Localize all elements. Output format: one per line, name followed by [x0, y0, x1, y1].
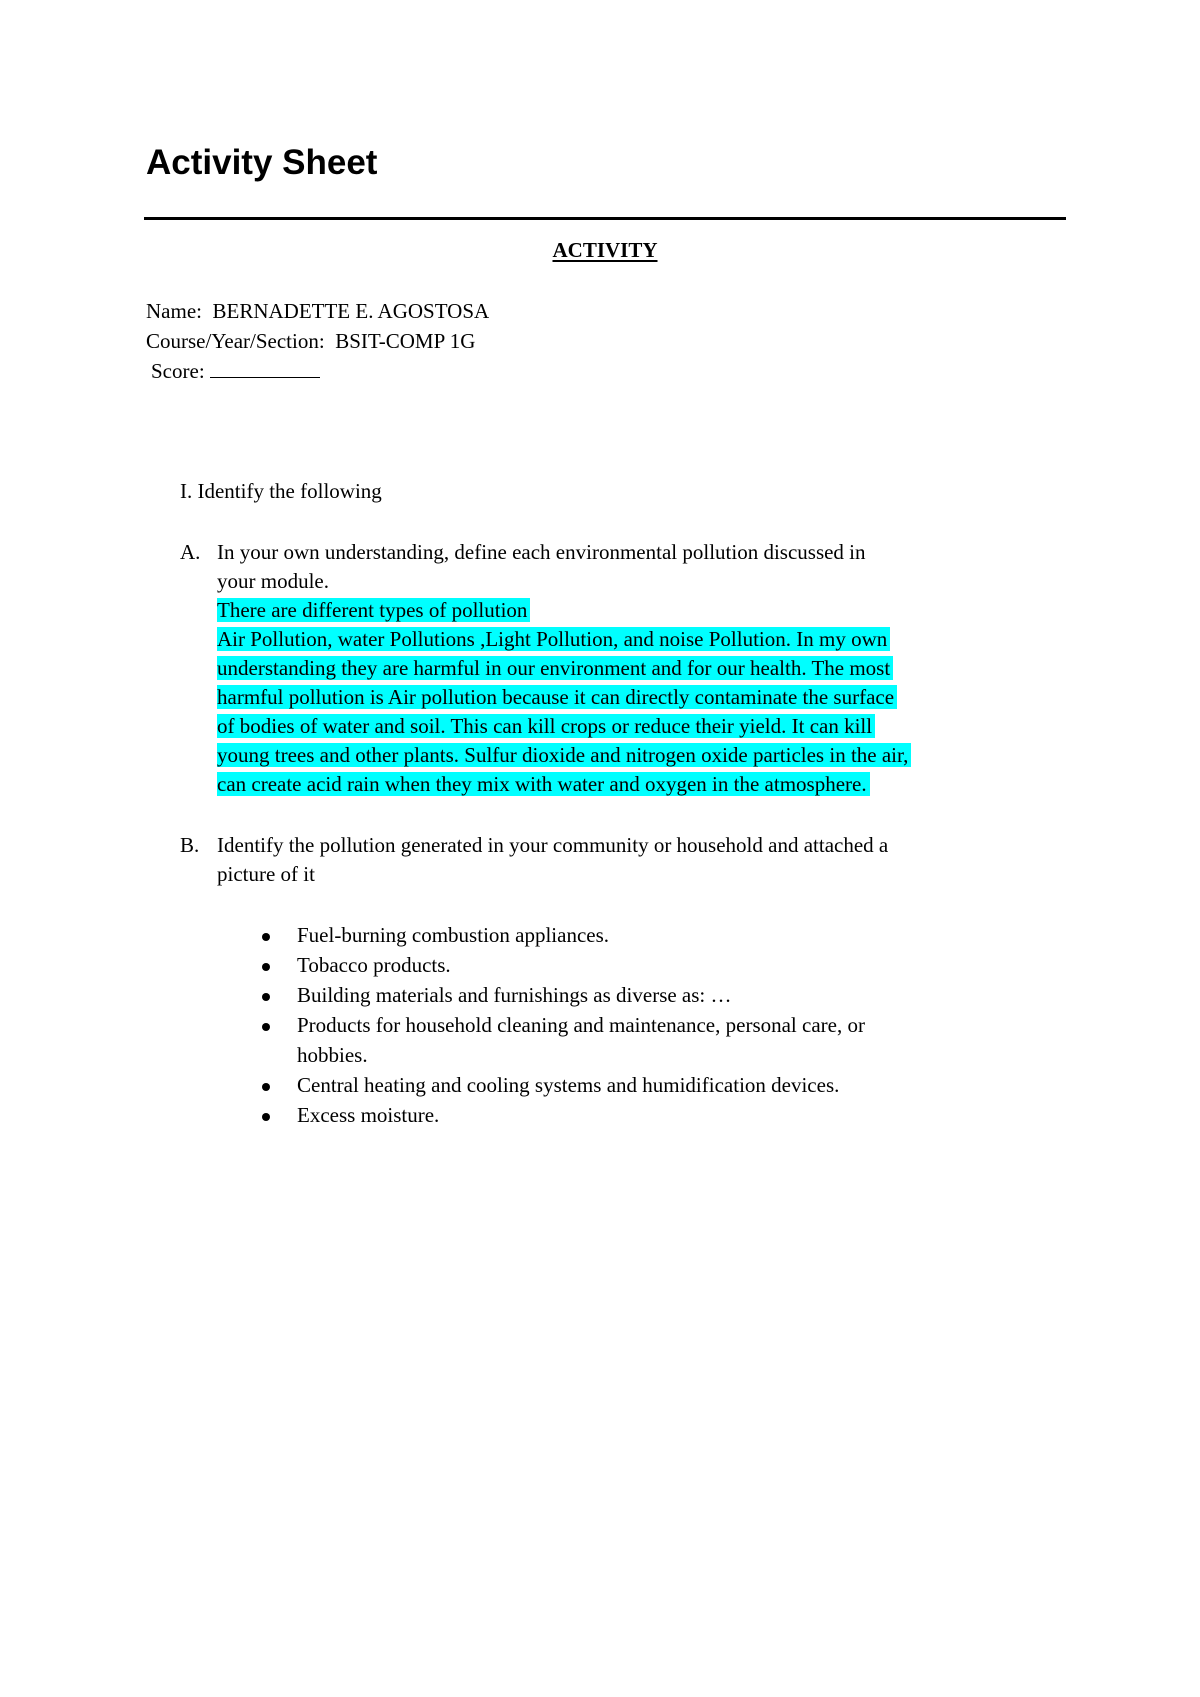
question-a-marker: A.: [180, 540, 201, 564]
name-label: Name:: [146, 299, 202, 323]
answer-line: [217, 625, 1057, 654]
course-line: [146, 327, 489, 357]
answer-highlight: of bodies of water and soil. This can kill crops or reduce their yield. It can kill: [217, 714, 875, 738]
answer-line: [217, 596, 1057, 625]
list-item-text: Products for household cleaning and maintenance, personal care, or: [297, 1013, 865, 1037]
question-a-line: your module.: [217, 569, 329, 593]
answer-highlight: understanding they are harmful in our environment and for our health. The most: [217, 656, 893, 680]
list-item-text: Building materials and furnishings as diverse as: …: [297, 983, 732, 1007]
name-line: [146, 297, 489, 327]
list-item-text: Excess moisture.: [297, 1103, 440, 1127]
list-item: [262, 1011, 1022, 1071]
list-item-text: Fuel-burning combustion appliances.: [297, 923, 610, 947]
score-line: [146, 357, 489, 387]
pollution-sources-list: [262, 921, 1022, 1131]
question-b-marker: B.: [180, 833, 200, 857]
list-item: [262, 1071, 1022, 1101]
score-blank: [210, 357, 320, 378]
list-item: [262, 1101, 1022, 1131]
bullet-icon: [262, 963, 270, 971]
score-label: Score:: [151, 359, 205, 383]
question-b-line: Identify the pollution generated in your community or household and attached a: [217, 833, 889, 857]
bullet-icon: [262, 1113, 270, 1121]
bullet-icon: [262, 1083, 270, 1091]
list-item: [262, 981, 1022, 1011]
name-value: BERNADETTE E. AGOSTOSA: [212, 299, 490, 323]
answer-line: [217, 712, 1057, 741]
list-item-text: hobbies.: [297, 1043, 368, 1067]
answer-highlight: Air Pollution, water Pollutions ,Light Pollution, and noise Pollution. In my own: [217, 627, 890, 651]
question-b-line: picture of it: [217, 862, 315, 886]
course-value: BSIT-COMP 1G: [335, 329, 476, 353]
question-a-body: [217, 538, 1057, 799]
course-label: Course/Year/Section:: [146, 329, 325, 353]
answer-line: [217, 770, 1057, 799]
answer-highlight: can create acid rain when they mix with water and oxygen in the atmosphere.: [217, 772, 870, 796]
answer-line: [217, 741, 1057, 770]
question-b-body: [217, 831, 1057, 889]
list-item-text: Tobacco products.: [297, 953, 451, 977]
bullet-icon: [262, 1023, 270, 1031]
bullet-icon: [262, 993, 270, 1001]
answer-highlight: harmful pollution is Air pollution because it can directly contaminate the surface: [217, 685, 897, 709]
student-info: [146, 297, 489, 387]
list-item: [262, 951, 1022, 981]
answer-highlight: There are different types of pollution: [217, 598, 530, 622]
section-heading: I. Identify the following: [180, 479, 382, 503]
list-item-text: Central heating and cooling systems and humidification devices.: [297, 1073, 840, 1097]
answer-line: [217, 654, 1057, 683]
document-title: Activity Sheet: [146, 143, 378, 182]
answer-line: [217, 683, 1057, 712]
list-item: [262, 921, 1022, 951]
title-divider: [144, 217, 1066, 220]
answer-highlight: young trees and other plants. Sulfur dioxide and nitrogen oxide particles in the air,: [217, 743, 911, 767]
question-a-line: In your own understanding, define each environmental pollution discussed in: [217, 540, 866, 564]
activity-heading: ACTIVITY: [552, 238, 658, 262]
bullet-icon: [262, 933, 270, 941]
